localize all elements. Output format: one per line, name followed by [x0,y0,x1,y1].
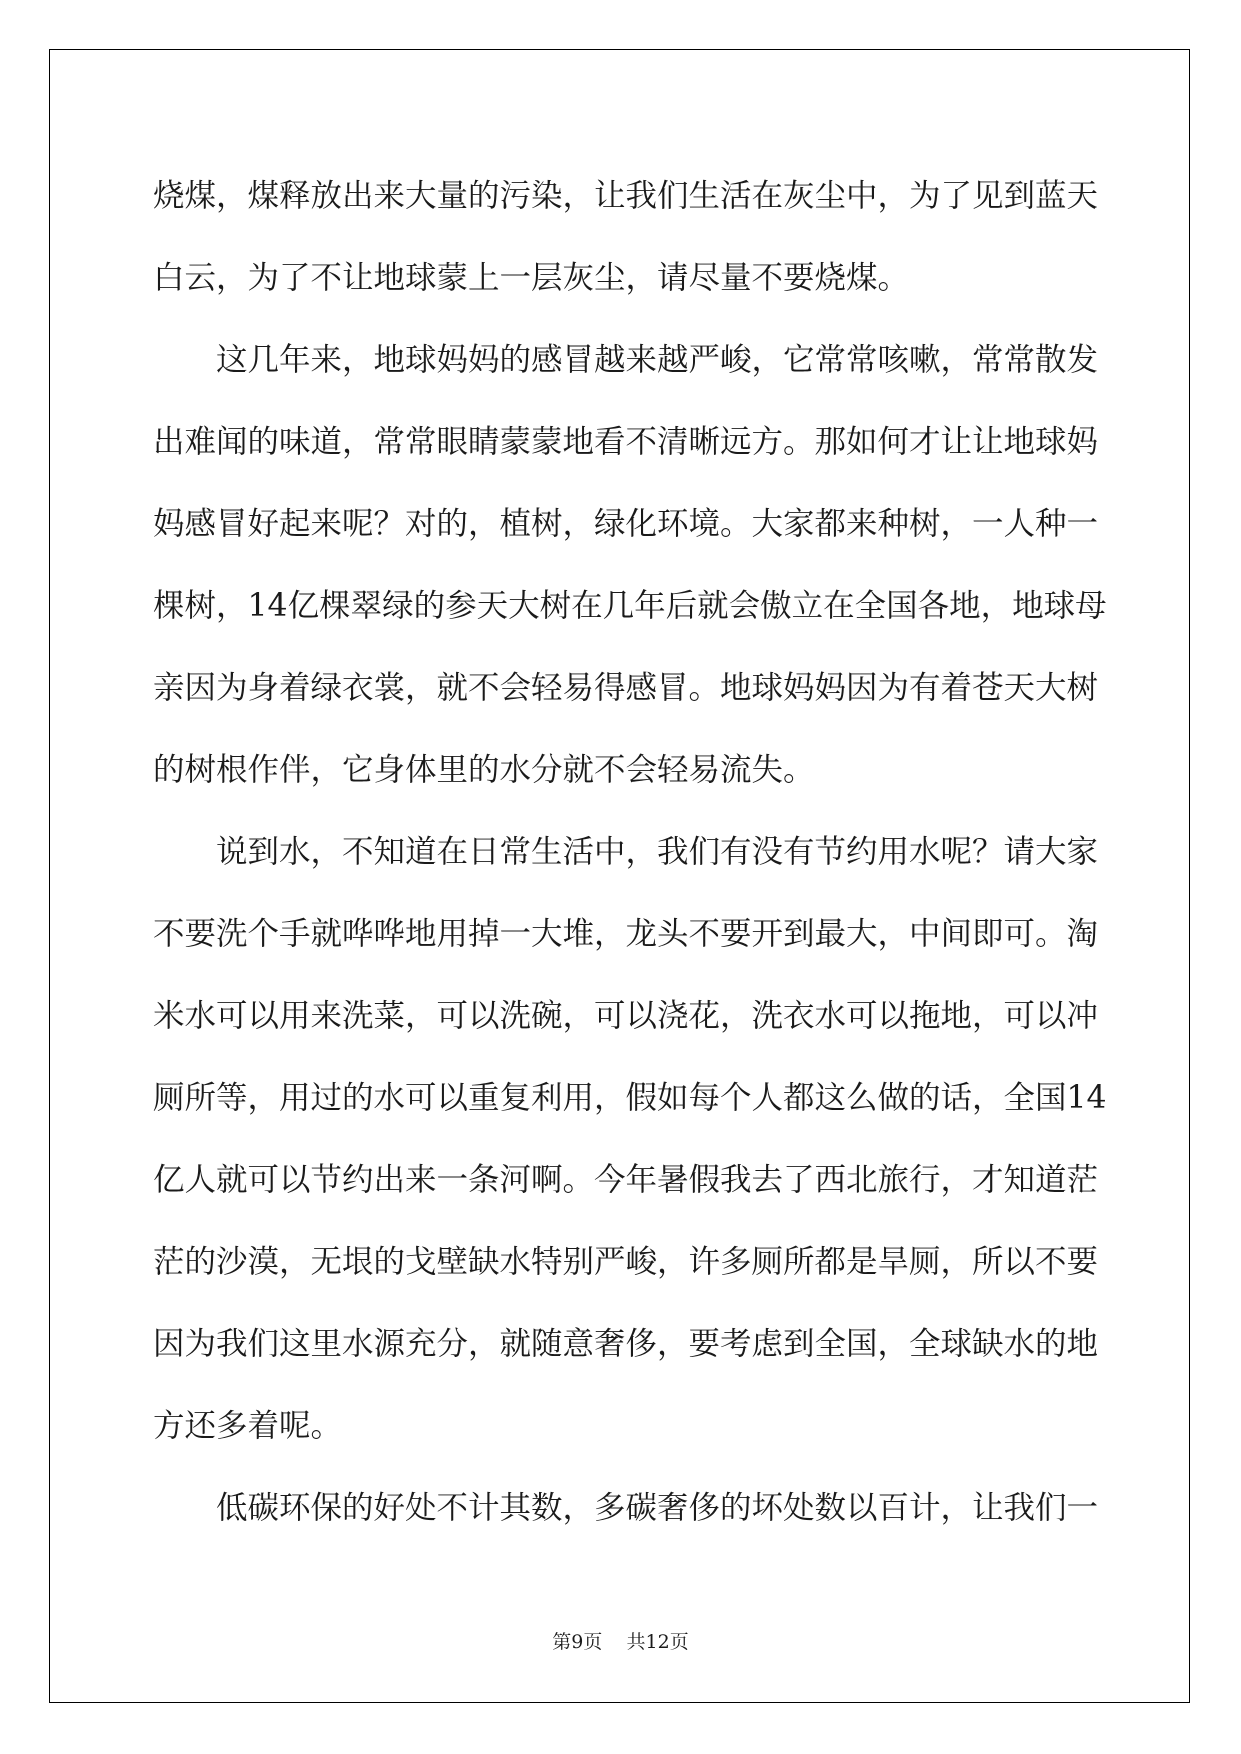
text-line: 厕所等，用过的水可以重复利用，假如每个人都这么做的话，全国14 [153,1080,1107,1116]
text-line: 棵树，14亿棵翠绿的参天大树在几年后就会傲立在全国各地，地球母 [153,588,1107,624]
page-footer [0,1627,1241,1654]
text-line: 这几年来，地球妈妈的感冒越来越严峻，它常常咳嗽，常常散发 [216,342,1099,378]
page-number: 第9页 [552,1631,603,1653]
text-line: 因为我们这里水源充分，就随意奢侈，要考虑到全国，全球缺水的地 [153,1326,1099,1362]
text-line: 白云，为了不让地球蒙上一层灰尘，请尽量不要烧煤。 [153,260,910,296]
text-line: 米水可以用来洗菜，可以洗碗，可以浇花，洗衣水可以拖地，可以冲 [153,998,1099,1034]
text-line: 方还多着呢。 [153,1408,343,1444]
text-line: 烧煤，煤释放出来大量的污染，让我们生活在灰尘中，为了见到蓝天 [153,178,1099,214]
document-body [153,155,1107,1549]
text-line: 茫的沙漠，无垠的戈壁缺水特别严峻，许多厕所都是旱厕，所以不要 [153,1244,1099,1280]
text-line: 的树根作伴，它身体里的水分就不会轻易流失。 [153,752,815,788]
text-line: 出难闻的味道，常常眼睛蒙蒙地看不清晰远方。那如何才让让地球妈 [153,424,1099,460]
text-line: 妈感冒好起来呢？对的，植树，绿化环境。大家都来种树，一人种一 [153,506,1099,542]
text-line: 说到水，不知道在日常生活中，我们有没有节约用水呢？请大家 [216,834,1099,870]
text-line: 亿人就可以节约出来一条河啊。今年暑假我去了西北旅行，才知道茫 [153,1162,1099,1198]
total-pages: 共12页 [626,1631,689,1653]
text-line: 亲因为身着绿衣裳，就不会轻易得感冒。地球妈妈因为有着苍天大树 [153,670,1099,706]
text-line: 不要洗个手就哗哗地用掉一大堆，龙头不要开到最大，中间即可。淘 [153,916,1099,952]
text-line: 低碳环保的好处不计其数，多碳奢侈的坏处数以百计，让我们一 [216,1490,1099,1526]
